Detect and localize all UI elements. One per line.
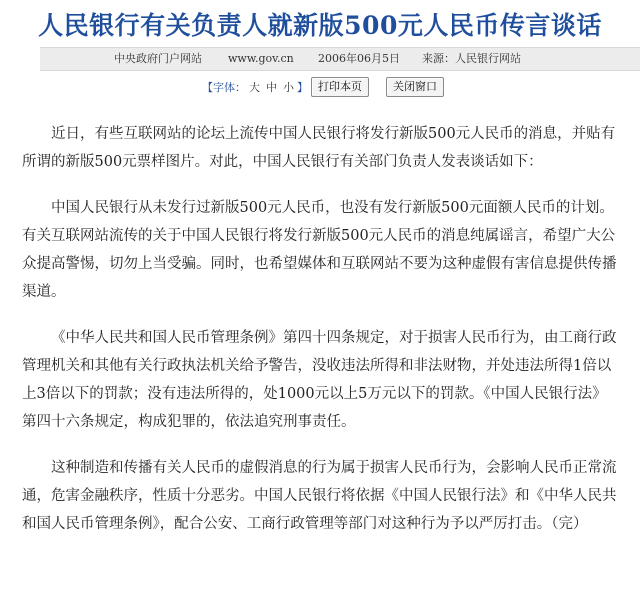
paragraph: 这种制造和传播有关人民币的虚假消息的行为属于损害人民币行为，会影响人民币正常流通，危害金融秩序，性质十分恶劣。中国人民银行将依据《中国人民银行法》和《中华人民共和国人民币管理条例》，配合公安、工商行政管理等部门对这种行为予以严厉打击。（完） — [22, 460, 617, 532]
paragraph: 近日，有些互联网站的论坛上流传中国人民银行将发行新版500元人民币的消息，并贴有所谓的新版500元票样图片。对此，中国人民银行有关部门负责人发表谈话如下： — [22, 126, 616, 170]
font-size-selector — [202, 79, 308, 97]
font-size-large[interactable]: 大 — [249, 81, 260, 94]
font-size-medium[interactable]: 中 — [266, 81, 277, 94]
source-site: 中央政府门户网站 — [114, 52, 202, 65]
paragraph: 《中华人民共和国人民币管理条例》第四十四条规定，对于损害人民币行为，由工商行政管理机关和其他有关行政执法机关给予警告，没收违法所得和非法财物，并处违法所得1倍以上3倍以下的罚款；没有违法所得的，处1000元以上5万元以下的罚款。《中国人民银行法》第四十六条规定，构成犯罪的，依法追究刑事责任。 — [22, 330, 617, 430]
font-size-small[interactable]: 小 — [283, 81, 294, 94]
article-source: 来源：人民银行网站 — [422, 52, 521, 65]
publish-date: 2006年06月5日 — [318, 52, 400, 65]
print-button[interactable]: 打印本页 — [311, 77, 369, 97]
article-meta-bar — [40, 47, 640, 71]
font-size-label-close: 】 — [297, 81, 308, 94]
paragraph: 中国人民银行从未发行过新版500元人民币，也没有发行新版500元面额人民币的计划。有关互联网站流传的关于中国人民银行将发行新版500元人民币的消息纯属谣言，希望广大公众提高警惕，切勿上当受骗。同时，也希望媒体和互联网站不要为这种虚假有害信息提供传播渠道。 — [22, 200, 617, 300]
article-title: 人民银行有关负责人就新版500元人民币传言谈话 — [38, 11, 602, 40]
article-toolbar — [0, 77, 640, 99]
close-window-button[interactable]: 关闭窗口 — [386, 77, 444, 97]
font-size-label-open: 【字体： — [202, 81, 246, 94]
article-body — [22, 120, 617, 556]
site-url: www.gov.cn — [228, 52, 294, 65]
